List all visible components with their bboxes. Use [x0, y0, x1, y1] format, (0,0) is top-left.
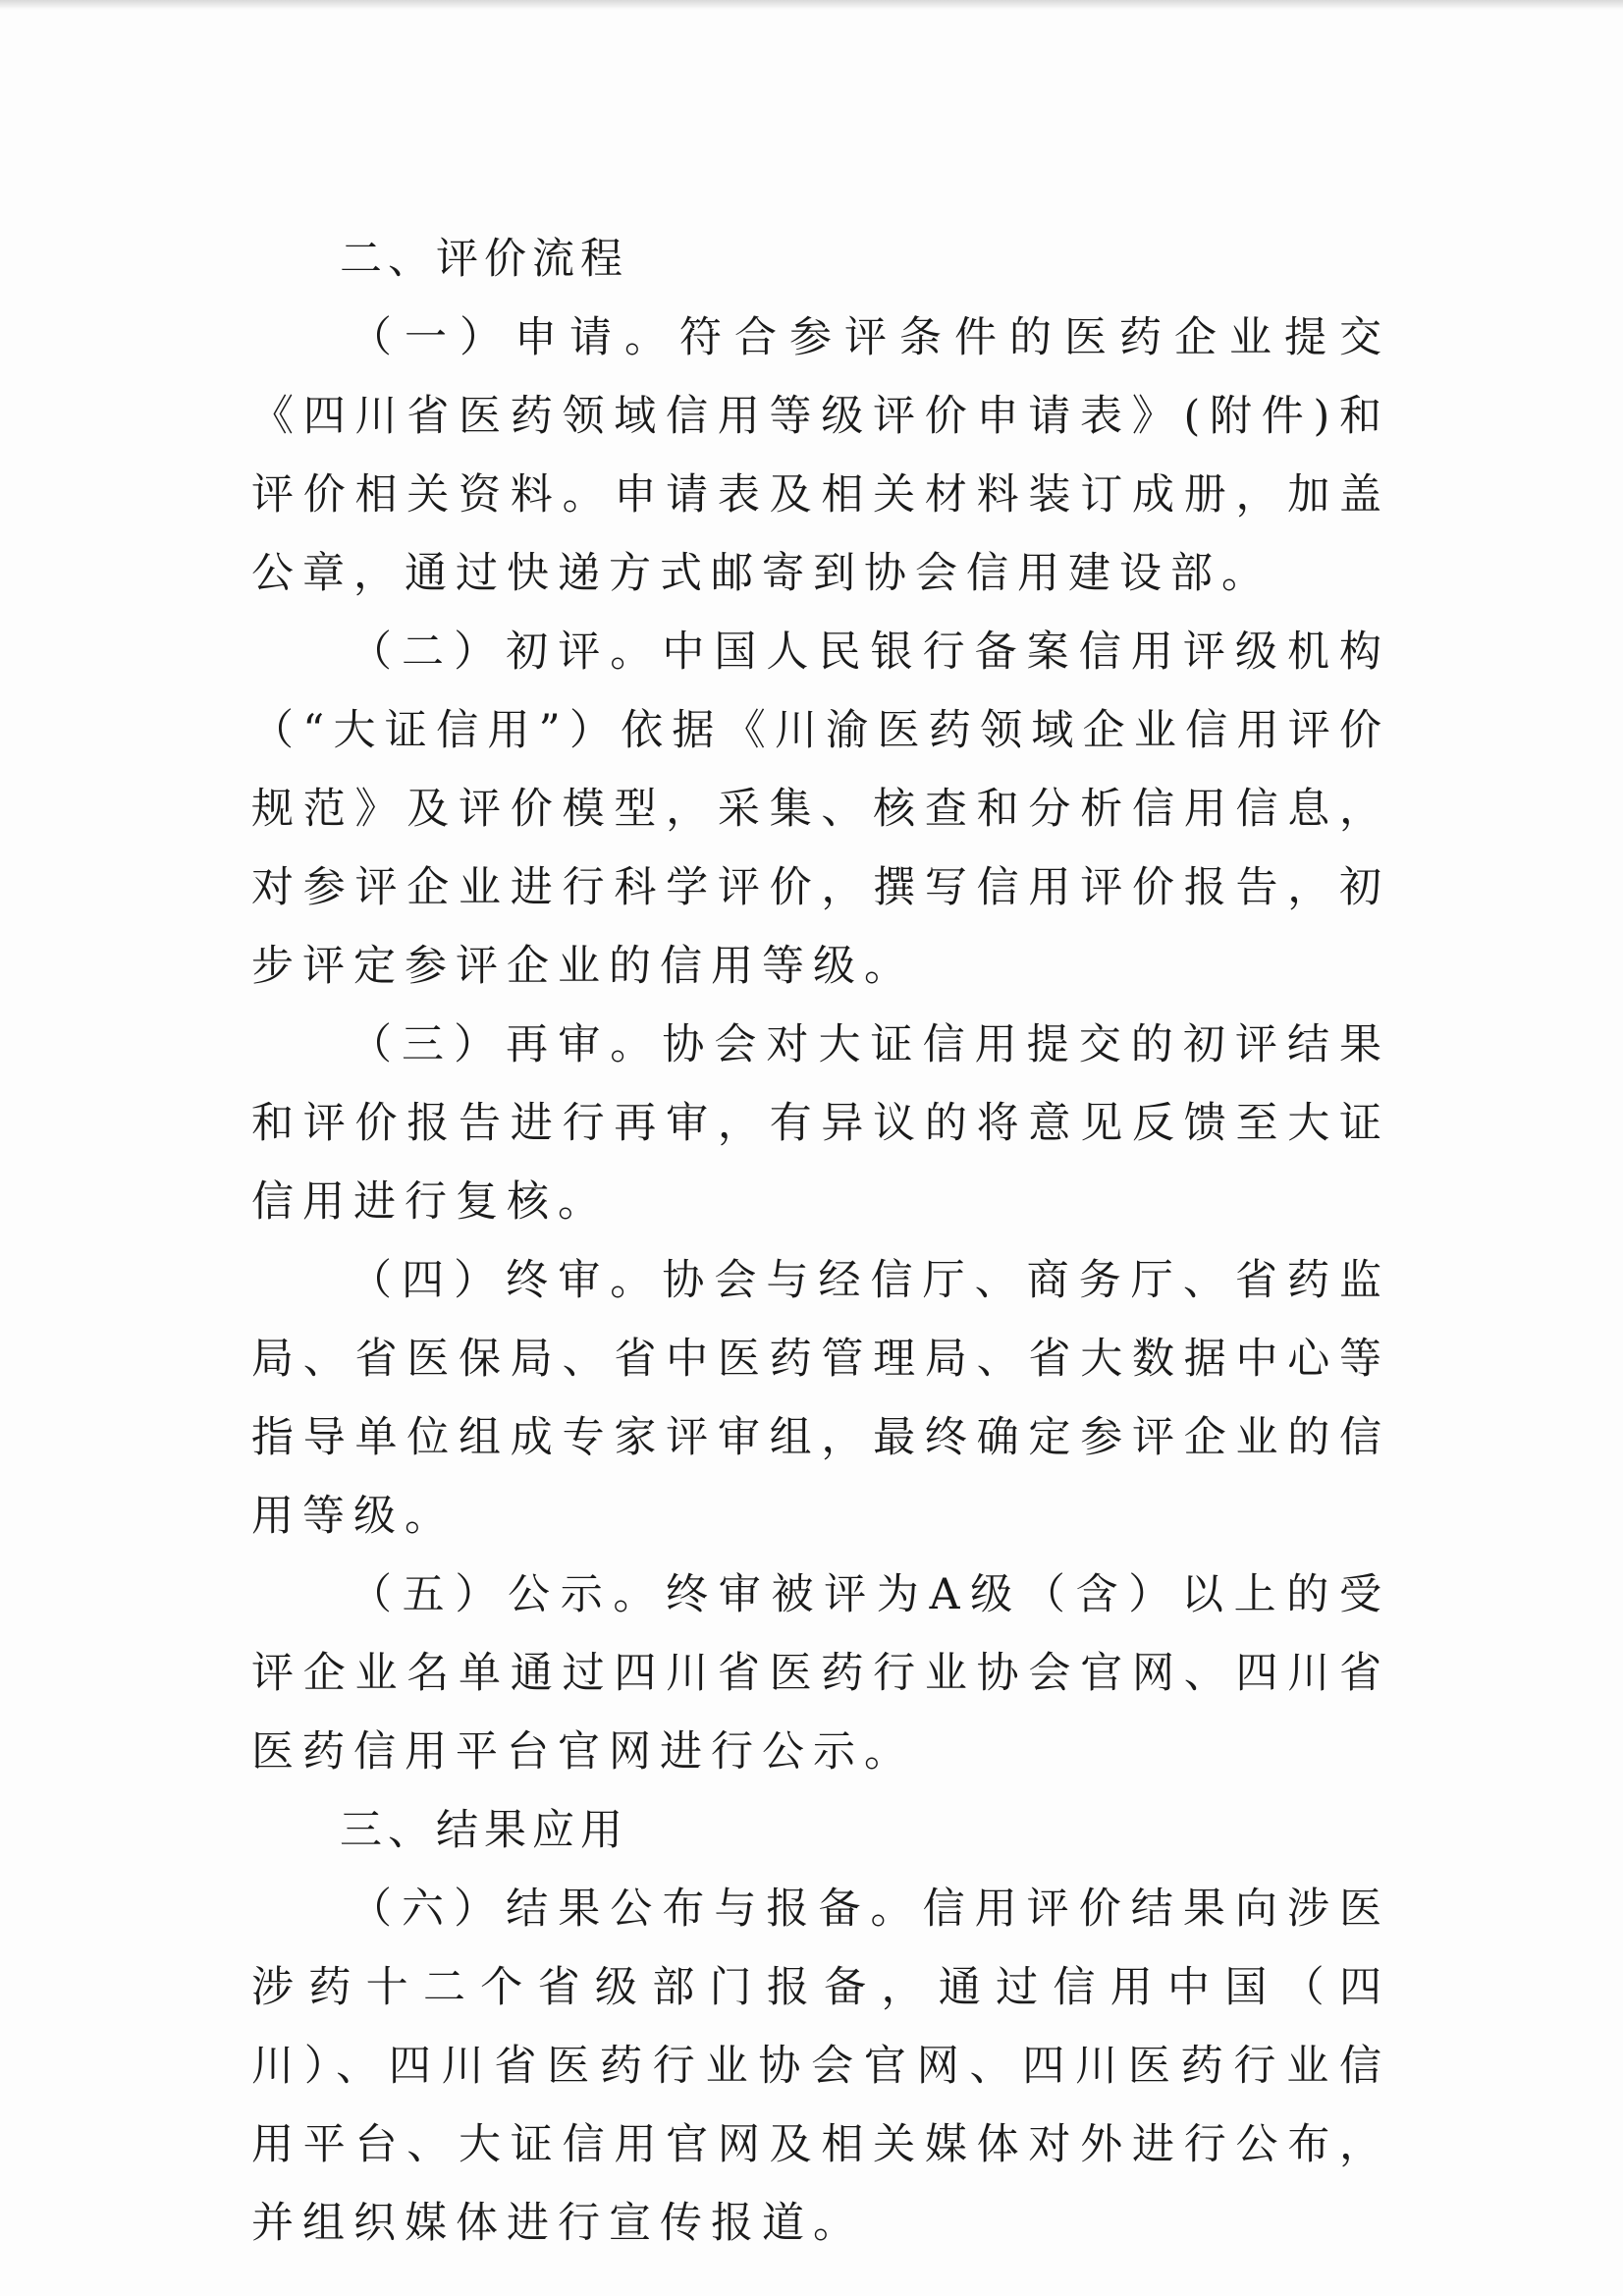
paragraph-publicity: （五）公示。终审被评为A级（含）以上的受评企业名单通过四川省医药行业协会官网、四川省医药信用平台官网进行公示。: [251, 1570, 1390, 1777]
section-heading-evaluation-process: 二、评价流程: [340, 235, 628, 284]
scan-edge-shade: [0, 0, 1623, 10]
paragraph-re-review: （三）再审。协会对大证信用提交的初评结果和评价报告进行再审，有异议的将意见反馈至大证信用进行复核。: [251, 1020, 1390, 1227]
document-body: [251, 220, 1390, 2263]
paragraph-initial-review: （二）初评。中国人民银行备案信用评级机构（“大证信用”）依据《川渝医药领域企业信用评价规范》及评价模型，采集、核查和分析信用信息，对参评企业进行科学评价，撰写信用评价报告，初步评定参评企业的信用等级。: [251, 628, 1390, 991]
section-heading-result-application: 三、结果应用: [340, 1806, 628, 1855]
paragraph-result-publication: （六）结果公布与报备。信用评价结果向涉医涉药十二个省级部门报备，通过信用中国（四川）、四川省医药行业协会官网、四川医药行业信用平台、大证信用官网及相关媒体对外进行公布，并组织媒体进行宣传报道。: [251, 1885, 1390, 2248]
paragraph-final-review: （四）终审。协会与经信厅、商务厅、省药监局、省医保局、省中医药管理局、省大数据中心等指导单位组成专家评审组，最终确定参评企业的信用等级。: [251, 1256, 1390, 1541]
paragraph-application: （一）申请。符合参评条件的医药企业提交《四川省医药领域信用等级评价申请表》(附件)和评价相关资料。申请表及相关材料装订成册，加盖公章，通过快递方式邮寄到协会信用建设部。: [251, 313, 1390, 598]
